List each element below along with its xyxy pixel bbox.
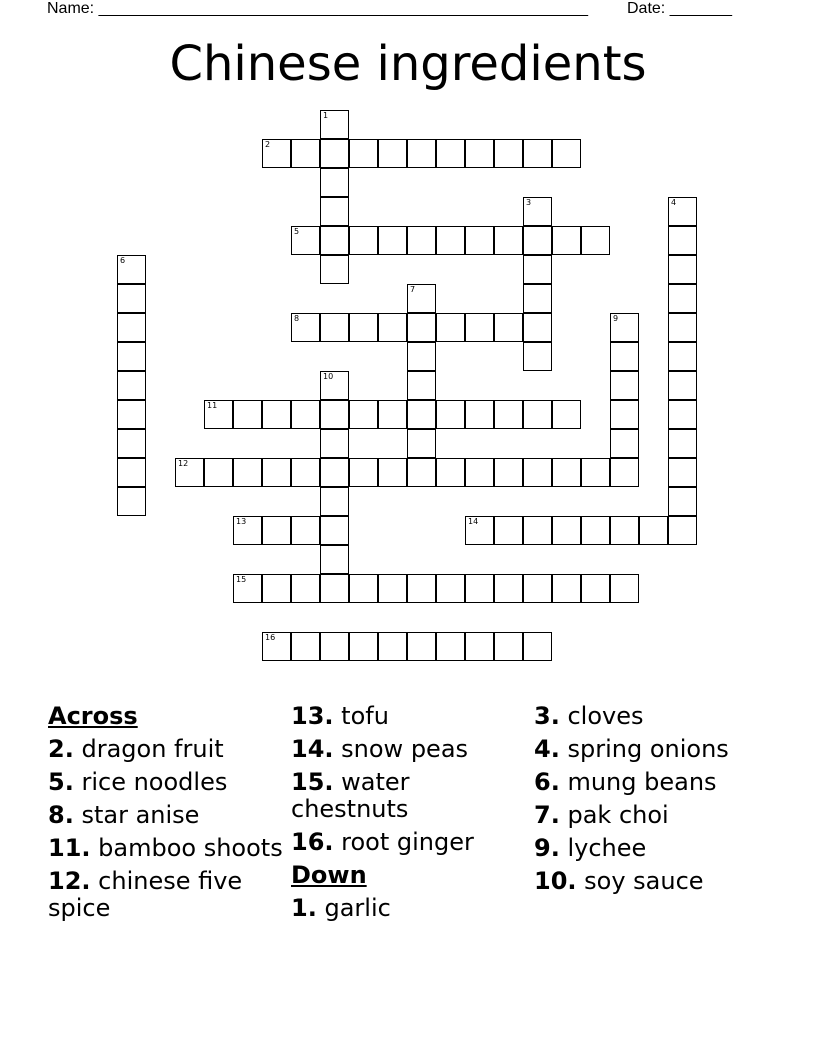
grid-cell[interactable] (552, 139, 581, 168)
grid-cell[interactable] (117, 458, 146, 487)
grid-cell[interactable] (465, 226, 494, 255)
grid-cell[interactable] (320, 371, 349, 400)
grid-cell[interactable] (552, 574, 581, 603)
grid-cell[interactable] (552, 400, 581, 429)
grid-cell[interactable] (465, 400, 494, 429)
clue-item-text: mung beans (567, 768, 717, 796)
clue-number: 15 (236, 575, 247, 584)
grid-cell[interactable] (668, 255, 697, 284)
grid-cell[interactable] (494, 400, 523, 429)
clue-item-number: 11. (48, 834, 91, 862)
grid-cell[interactable] (523, 632, 552, 661)
grid-cell[interactable] (523, 313, 552, 342)
name-field[interactable]: Name: _______________________________________________________ (47, 0, 588, 17)
grid-cell[interactable] (407, 574, 436, 603)
grid-cell[interactable] (436, 313, 465, 342)
grid-cell[interactable] (291, 313, 320, 342)
grid-cell[interactable] (320, 255, 349, 284)
grid-cell[interactable] (117, 487, 146, 516)
clue-item (534, 769, 804, 796)
grid-cell[interactable] (320, 197, 349, 226)
grid-cell[interactable] (465, 458, 494, 487)
clue-item-number: 1. (291, 894, 317, 922)
clue-item-number: 7. (534, 801, 560, 829)
grid-cell[interactable] (523, 197, 552, 226)
clue-column-2 (291, 703, 531, 928)
grid-cell[interactable] (523, 284, 552, 313)
clue-item-number: 4. (534, 735, 560, 763)
clue-item-text: snow peas (341, 735, 469, 763)
grid-cell[interactable] (117, 429, 146, 458)
grid-cell[interactable] (320, 574, 349, 603)
grid-cell[interactable] (262, 574, 291, 603)
clue-item (48, 736, 288, 763)
grid-cell[interactable] (407, 226, 436, 255)
clue-item-number: 15. (291, 768, 334, 796)
grid-cell[interactable] (581, 516, 610, 545)
grid-cell[interactable] (378, 313, 407, 342)
grid-cell[interactable] (378, 226, 407, 255)
clue-item-number: 13. (291, 702, 334, 730)
grid-cell[interactable] (610, 516, 639, 545)
clue-item-number: 14. (291, 735, 334, 763)
grid-cell[interactable] (610, 400, 639, 429)
grid-cell[interactable] (233, 400, 262, 429)
clue-item-number: 9. (534, 834, 560, 862)
clue-item (534, 802, 804, 829)
grid-cell[interactable] (320, 516, 349, 545)
clue-number: 6 (120, 256, 126, 265)
grid-cell[interactable] (523, 342, 552, 371)
grid-cell[interactable] (291, 139, 320, 168)
clue-item (291, 769, 531, 823)
grid-cell[interactable] (407, 429, 436, 458)
grid-cell[interactable] (320, 139, 349, 168)
grid-cell[interactable] (233, 574, 262, 603)
clue-item-text: bamboo shoots (98, 834, 283, 862)
clue-item-text: spring onions (567, 735, 729, 763)
clue-number: 1 (323, 111, 329, 120)
grid-cell[interactable] (465, 313, 494, 342)
grid-cell[interactable] (349, 632, 378, 661)
grid-cell[interactable] (668, 429, 697, 458)
grid-cell[interactable] (436, 458, 465, 487)
clue-number: 3 (526, 198, 532, 207)
grid-cell[interactable] (349, 139, 378, 168)
grid-cell[interactable] (262, 400, 291, 429)
grid-cell[interactable] (523, 400, 552, 429)
grid-cell[interactable] (436, 632, 465, 661)
clue-item-text: pak choi (567, 801, 669, 829)
clue-item-number: 16. (291, 828, 334, 856)
grid-cell[interactable] (378, 139, 407, 168)
clue-item (534, 736, 804, 763)
grid-cell[interactable] (291, 574, 320, 603)
clue-number: 10 (323, 372, 334, 381)
grid-cell[interactable] (262, 516, 291, 545)
grid-cell[interactable] (610, 313, 639, 342)
clue-item-number: 12. (48, 867, 91, 895)
grid-cell[interactable] (610, 371, 639, 400)
grid-cell[interactable] (668, 226, 697, 255)
grid-cell[interactable] (523, 574, 552, 603)
grid-cell[interactable] (581, 458, 610, 487)
clue-item (291, 895, 531, 922)
grid-cell[interactable] (610, 458, 639, 487)
grid-cell[interactable] (494, 574, 523, 603)
grid-cell[interactable] (117, 342, 146, 371)
grid-cell[interactable] (349, 226, 378, 255)
grid-cell[interactable] (581, 226, 610, 255)
grid-cell[interactable] (117, 371, 146, 400)
grid-cell[interactable] (291, 632, 320, 661)
clue-number: 12 (178, 459, 189, 468)
clue-item-text: lychee (567, 834, 647, 862)
clue-column-3 (534, 703, 804, 901)
grid-cell[interactable] (407, 342, 436, 371)
grid-cell[interactable] (378, 400, 407, 429)
grid-cell[interactable] (233, 516, 262, 545)
clue-number: 11 (207, 401, 218, 410)
clue-number: 16 (265, 633, 276, 642)
grid-cell[interactable] (262, 139, 291, 168)
grid-cell[interactable] (407, 458, 436, 487)
grid-cell[interactable] (523, 226, 552, 255)
clue-item-text: dragon fruit (81, 735, 224, 763)
page-title: Chinese ingredients (169, 36, 647, 92)
clue-item (534, 703, 804, 730)
clue-item-text: star anise (81, 801, 200, 829)
grid-cell[interactable] (320, 545, 349, 574)
clue-number: 2 (265, 140, 271, 149)
grid-cell[interactable] (668, 313, 697, 342)
grid-cell[interactable] (668, 342, 697, 371)
grid-cell[interactable] (436, 139, 465, 168)
grid-cell[interactable] (204, 458, 233, 487)
grid-cell[interactable] (291, 400, 320, 429)
grid-cell[interactable] (552, 226, 581, 255)
grid-cell[interactable] (117, 284, 146, 313)
clue-heading-down: Down (291, 861, 367, 889)
clue-number: 8 (294, 314, 300, 323)
clue-item (291, 703, 531, 730)
clue-number: 4 (671, 198, 677, 207)
grid-cell[interactable] (407, 284, 436, 313)
clue-column-1 (48, 703, 288, 928)
grid-cell[interactable] (378, 458, 407, 487)
grid-cell[interactable] (668, 197, 697, 226)
grid-cell[interactable] (523, 139, 552, 168)
grid-cell[interactable] (523, 516, 552, 545)
grid-cell[interactable] (117, 313, 146, 342)
grid-cell[interactable] (320, 313, 349, 342)
clue-item-number: 6. (534, 768, 560, 796)
clue-item (291, 829, 531, 856)
grid-cell[interactable] (668, 400, 697, 429)
grid-cell[interactable] (436, 226, 465, 255)
grid-cell[interactable] (494, 632, 523, 661)
grid-cell[interactable] (465, 139, 494, 168)
grid-cell[interactable] (320, 400, 349, 429)
clue-item-number: 10. (534, 867, 577, 895)
clue-item-number: 5. (48, 768, 74, 796)
clue-item (48, 868, 288, 922)
clue-item (534, 868, 804, 895)
grid-cell[interactable] (349, 574, 378, 603)
clue-item-text: tofu (341, 702, 389, 730)
clue-number: 9 (613, 314, 619, 323)
grid-cell[interactable] (175, 458, 204, 487)
grid-cell[interactable] (320, 168, 349, 197)
clue-item-text: cloves (567, 702, 644, 730)
grid-cell[interactable] (552, 516, 581, 545)
grid-cell[interactable] (320, 487, 349, 516)
clue-number: 7 (410, 285, 416, 294)
clue-item-text: chinese five spice (48, 867, 243, 922)
grid-cell[interactable] (436, 574, 465, 603)
grid-cell[interactable] (494, 458, 523, 487)
grid-cell[interactable] (494, 139, 523, 168)
grid-cell[interactable] (378, 632, 407, 661)
clue-item-text: root ginger (341, 828, 474, 856)
grid-cell[interactable] (668, 284, 697, 313)
grid-cell[interactable] (204, 400, 233, 429)
grid-cell[interactable] (581, 574, 610, 603)
grid-cell[interactable] (349, 400, 378, 429)
clue-item (291, 736, 531, 763)
grid-cell[interactable] (291, 458, 320, 487)
grid-cell[interactable] (407, 632, 436, 661)
clue-item-number: 2. (48, 735, 74, 763)
grid-cell[interactable] (291, 226, 320, 255)
grid-cell[interactable] (320, 458, 349, 487)
clue-number: 14 (468, 517, 479, 526)
grid-cell[interactable] (117, 255, 146, 284)
grid-cell[interactable] (407, 400, 436, 429)
grid-cell[interactable] (465, 632, 494, 661)
clue-item-text: rice noodles (81, 768, 228, 796)
clue-item-text: soy sauce (584, 867, 704, 895)
grid-cell[interactable] (320, 110, 349, 139)
grid-cell[interactable] (407, 371, 436, 400)
grid-cell[interactable] (436, 400, 465, 429)
grid-cell[interactable] (494, 313, 523, 342)
grid-cell[interactable] (407, 139, 436, 168)
grid-cell[interactable] (610, 342, 639, 371)
clue-item-text: garlic (324, 894, 391, 922)
grid-cell[interactable] (407, 313, 436, 342)
grid-cell[interactable] (523, 255, 552, 284)
grid-cell[interactable] (349, 313, 378, 342)
grid-cell[interactable] (465, 516, 494, 545)
grid-cell[interactable] (465, 574, 494, 603)
grid-cell[interactable] (262, 458, 291, 487)
date-field[interactable]: Date: _______ (627, 0, 732, 17)
clue-item-number: 3. (534, 702, 560, 730)
grid-cell[interactable] (639, 516, 668, 545)
grid-cell[interactable] (523, 458, 552, 487)
grid-cell[interactable] (610, 429, 639, 458)
grid-cell[interactable] (320, 226, 349, 255)
grid-cell[interactable] (610, 574, 639, 603)
grid-cell[interactable] (378, 574, 407, 603)
grid-cell[interactable] (668, 516, 697, 545)
grid-cell[interactable] (320, 429, 349, 458)
clue-heading-across: Across (48, 702, 138, 730)
grid-cell[interactable] (117, 400, 146, 429)
grid-cell[interactable] (349, 458, 378, 487)
clue-number: 13 (236, 517, 247, 526)
grid-cell[interactable] (668, 371, 697, 400)
grid-cell[interactable] (291, 516, 320, 545)
grid-cell[interactable] (262, 632, 291, 661)
grid-cell[interactable] (494, 516, 523, 545)
clue-number: 5 (294, 227, 300, 236)
clue-item (48, 835, 288, 862)
clue-item-number: 8. (48, 801, 74, 829)
grid-cell[interactable] (552, 458, 581, 487)
clue-item (48, 802, 288, 829)
grid-cell[interactable] (320, 632, 349, 661)
grid-cell[interactable] (494, 226, 523, 255)
clue-item (534, 835, 804, 862)
clue-item (48, 769, 288, 796)
grid-cell[interactable] (668, 487, 697, 516)
clue-item-text: water chestnuts (291, 768, 410, 823)
grid-cell[interactable] (668, 458, 697, 487)
grid-cell[interactable] (233, 458, 262, 487)
